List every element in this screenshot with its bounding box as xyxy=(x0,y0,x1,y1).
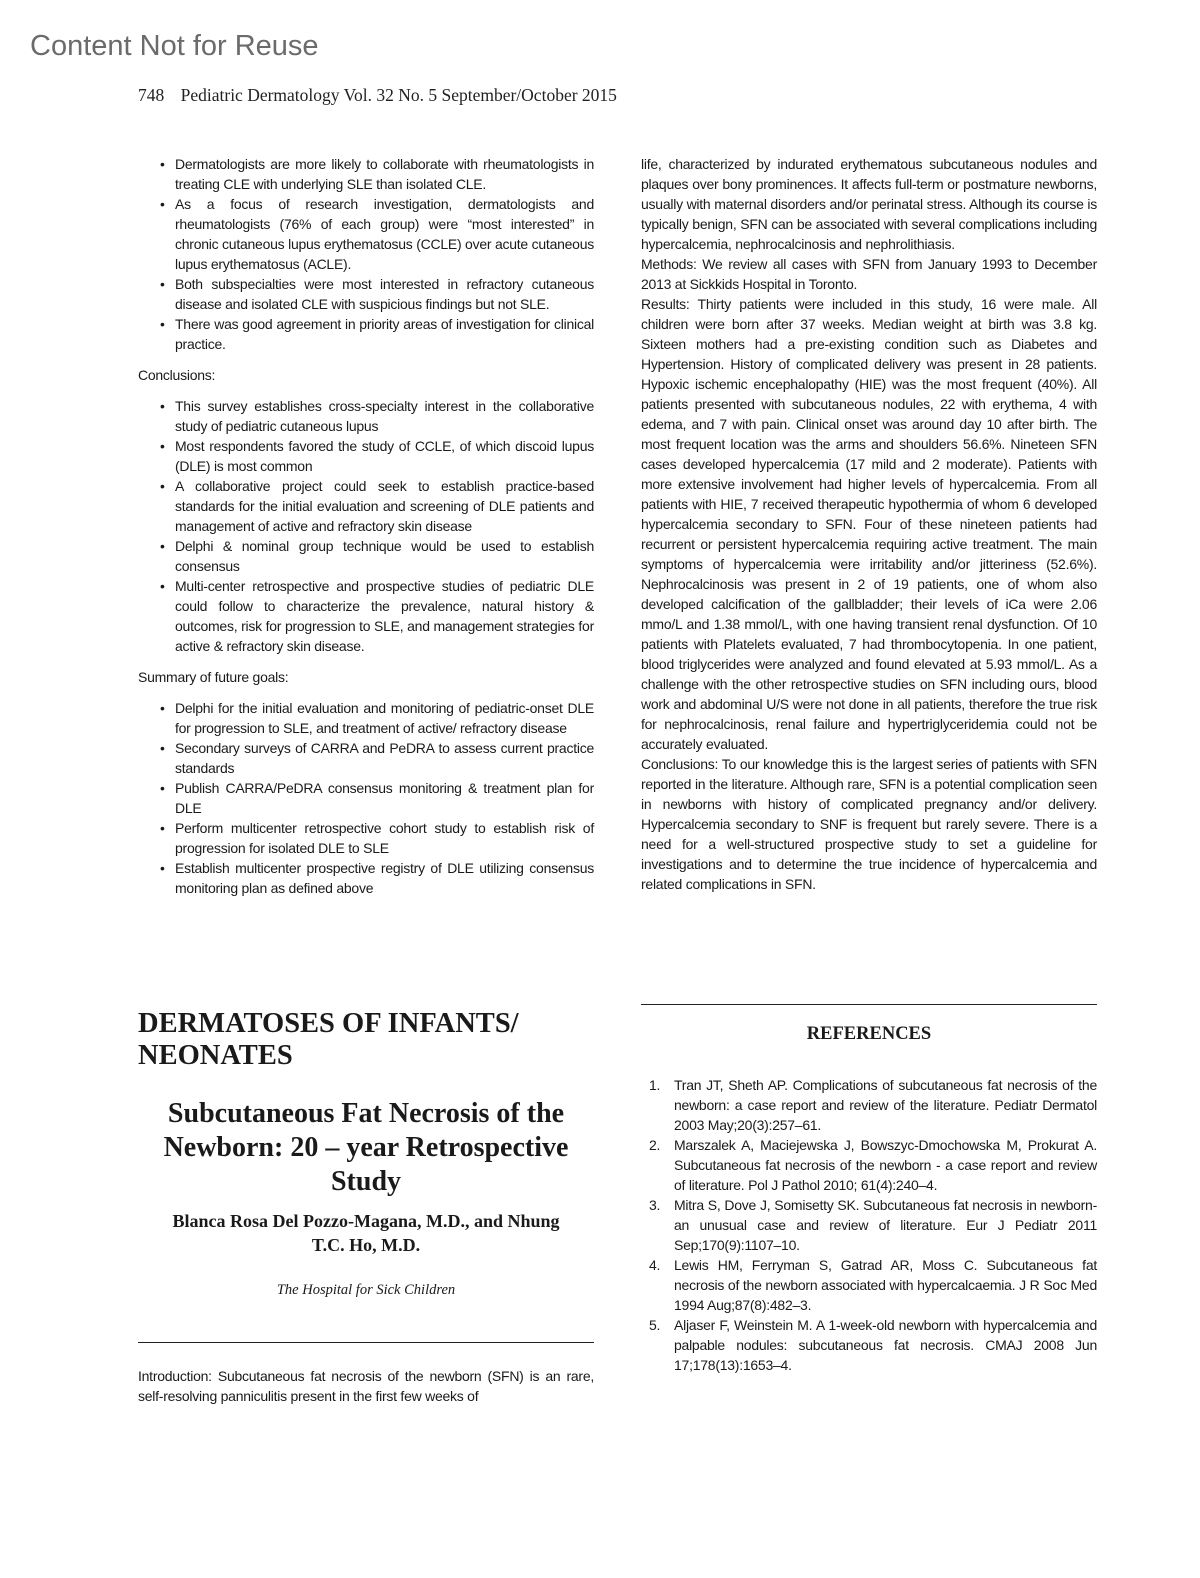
right-column xyxy=(641,154,1097,894)
reference-item: 5. Aljaser F, Weinstein M. A 1-week-old newborn with hypercalcemia and palpable nodules: subcutaneous fat necrosis. CMAJ 2008 Jun 17;178(13):1653–4. xyxy=(641,1315,1097,1375)
introduction xyxy=(138,1366,594,1406)
list-item: • Most respondents favored the study of CCLE, of which discoid lupus (DLE) is most common xyxy=(138,436,594,476)
list-item: • Publish CARRA/PeDRA consensus monitoring & treatment plan for DLE xyxy=(138,778,594,818)
reference-item: 4. Lewis HM, Ferryman S, Gatrad AR, Moss C. Subcutaneous fat necrosis of the newborn associated with hypercalcaemia. J R Soc Med 1994 Aug;87(8):482–3. xyxy=(641,1255,1097,1315)
conclusions-label: Conclusions: xyxy=(138,367,216,383)
running-head xyxy=(138,85,617,106)
results-paragraph: Results: Thirty patients were included in this study, 16 were male. All children were born after 37 weeks. Median weight at birth was 3.8 kg. Sixteen mothers had a pre-existing condition such as Diabetes and Hypertension. History of complicated delivery was present in 28 patients. Hypoxic ischemic encephalopathy (HIE) was the most frequent (40%). All patients presented with subcutaneous nodules, 22 with erythema, 4 with edema, and 7 with pain. Clinical onset was around day 10 after birth. The most frequent location was the arms and shoulders 56.6%. Nineteen SFN cases developed hypercalcemia (17 mild and 2 moderate). Patients with more extensive involvement had higher levels of hypercalcemia. From all patients with HIE, 7 received therapeutic hypothermia of whom 6 developed hypercalcemia secondary to SFN. Four of these nineteen patients had recurrent or persistent hypercalcemia requiring active treatment. The main symptoms of hypercalcemia were irritability and/or jitteriness (52.6%). Nephrocalcinosis was present in 2 of 19 patients, one of whom also developed calcification of the gallbladder; their levels of iCa were 2.06 mmo/L and 1.38 mmol/L, with one having transient renal dysfunction. Of 10 patients with Platelets evaluated, 7 had thrombocytopenia. In one patient, blood triglycerides were analyzed and found elevated at 5.93 mmol/L. As a challenge with the other retrospective studies on SFN including ours, blood work and abdominal U/S were not done in all patients, therefore the true risk for nephrocalcinosis, renal failure and hypertriglyceridemia could not be accurately evaluated. xyxy=(641,296,1097,752)
left-column-top xyxy=(138,154,594,898)
section-heading: DERMATOSES OF INFANTS/ NEONATES xyxy=(138,1008,519,1071)
methods-paragraph: Methods: We review all cases with SFN from January 1993 to December 2013 at Sickkids Hospital in Toronto. xyxy=(641,256,1097,292)
authors: Blanca Rosa Del Pozzo-Magana, M.D., and Nhung T.C. Ho, M.D. xyxy=(172,1211,560,1255)
list-item: • Establish multicenter prospective registry of DLE utilizing consensus monitoring plan as defined above xyxy=(138,858,594,898)
list-item: • Secondary surveys of CARRA and PeDRA to assess current practice standards xyxy=(138,738,594,778)
findings-list xyxy=(138,154,594,354)
reference-item: 3. Mitra S, Dove J, Somisetty SK. Subcutaneous fat necrosis in newborn-an unusual case and review of literature. Eur J Pediatr 2011 Sep;170(9):1107–10. xyxy=(641,1195,1097,1255)
reference-item: 2. Marszalek A, Maciejewska J, Bowszyc-Dmochowska M, Prokurat A. Subcutaneous fat necrosis of the newborn - a case report and review of literature. Pol J Pathol 2010; 61(4):240–4. xyxy=(641,1135,1097,1195)
journal-citation: Pediatric Dermatology Vol. 32 No. 5 September/October 2015 xyxy=(180,85,617,105)
list-item: • A collaborative project could seek to establish practice-based standards for the initial evaluation and screening of DLE patients and management of active and refractory skin disease xyxy=(138,476,594,536)
list-item: • There was good agreement in priority areas of investigation for clinical practice. xyxy=(138,314,594,354)
goals-list xyxy=(138,698,594,898)
divider xyxy=(641,1004,1097,1005)
intro-paragraph: Introduction: Subcutaneous fat necrosis of the newborn (SFN) is an rare, self-resolving panniculitis present in the first few weeks of xyxy=(138,1368,594,1404)
goals-label: Summary of future goals: xyxy=(138,669,289,685)
abstract-paragraph: life, characterized by indurated erythematous subcutaneous nodules and plaques over bony prominences. It affects full-term or postmature newborns, usually with maternal disorders and/or perinatal stress. Although its course is typically benign, SFN can be associated with several complications including hypercalcemia, nephrocalcinosis and nephrolithiasis. xyxy=(641,156,1097,252)
list-item: • Delphi for the initial evaluation and monitoring of pediatric-onset DLE for progression to SLE, and treatment of active/ refractory disease xyxy=(138,698,594,738)
list-item: • This survey establishes cross-specialty interest in the collaborative study of pediatric cutaneous lupus xyxy=(138,396,594,436)
list-item: • Both subspecialties were most interested in refractory cutaneous disease and isolated CLE with suspicious findings but not SLE. xyxy=(138,274,594,314)
conclusions-list xyxy=(138,396,594,656)
list-item: • Perform multicenter retrospective cohort study to establish risk of progression for isolated DLE to SLE xyxy=(138,818,594,858)
divider xyxy=(138,1342,594,1343)
references-list xyxy=(641,1075,1097,1375)
conclusions-paragraph: Conclusions: To our knowledge this is the largest series of patients with SFN reported in the literature. Although rare, SFN is a potential complication seen in newborns with history of complicated pregnancy and/or delivery. Hypercalcemia secondary to SNF is frequent but rarely severe. There is a need for a well-structured prospective study to set a guideline for investigations and to determine the true incidence of hypercalcemia and related complications in SFN. xyxy=(641,756,1097,892)
page-number: 748 xyxy=(138,85,165,105)
list-item: • Dermatologists are more likely to collaborate with rheumatologists in treating CLE with underlying SLE than isolated CLE. xyxy=(138,154,594,194)
references xyxy=(641,1075,1097,1375)
reference-item: 1. Tran JT, Sheth AP. Complications of subcutaneous fat necrosis of the newborn: a case report and review of the literature. Pediatr Dermatol 2003 May;20(3):257–61. xyxy=(641,1075,1097,1135)
list-item: • As a focus of research investigation, dermatologists and rheumatologists (76% of each group) were “most interested” in chronic cutaneous lupus erythematosus (CCLE) over acute cutaneous lupus erythematosus (ACLE). xyxy=(138,194,594,274)
list-item: • Delphi & nominal group technique would be used to establish consensus xyxy=(138,536,594,576)
affiliation: The Hospital for Sick Children xyxy=(276,1282,456,1298)
watermark: Content Not for Reuse xyxy=(30,30,319,62)
list-item: • Multi-center retrospective and prospective studies of pediatric DLE could follow to characterize the prevalence, natural history & outcomes, risk for progression to SLE, and management strategies for active & refractory skin disease. xyxy=(138,576,594,656)
article-title: Subcutaneous Fat Necrosis of the Newborn: 20 – year Retrospective Study xyxy=(163,1098,569,1197)
references-heading: REFERENCES xyxy=(806,1024,932,1044)
